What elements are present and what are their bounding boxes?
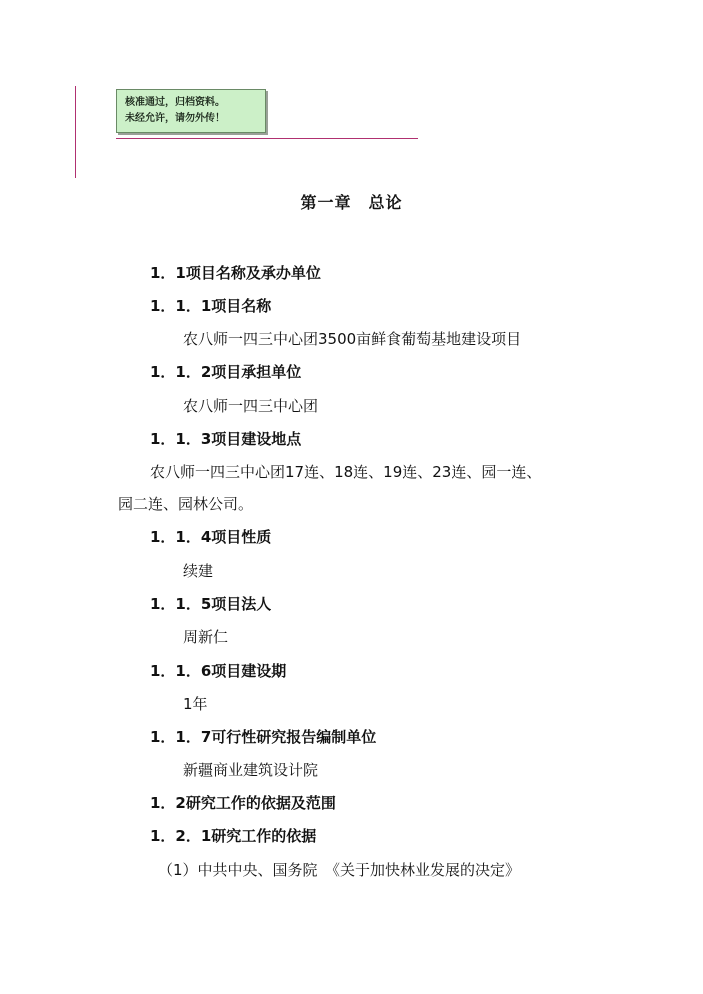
- body-construction-period: 1年: [183, 695, 208, 713]
- heading-1-1-3: 1．1．3项目建设地点: [150, 430, 302, 448]
- heading-1-1: 1．1项目名称及承办单位: [150, 264, 321, 282]
- body-report-unit: 新疆商业建筑设计院: [183, 761, 319, 779]
- heading-1-1-4: 1．1．4项目性质: [150, 528, 272, 546]
- stamp-line-1: 核准通过，归档资料。: [125, 97, 225, 108]
- heading-1-1-1: 1．1．1项目名称: [150, 297, 272, 315]
- heading-1-2: 1．2研究工作的依据及范围: [150, 794, 336, 812]
- body-location-line-2: 园二连、园林公司。: [118, 495, 254, 513]
- body-undertaking-unit: 农八师一四三中心团: [183, 397, 319, 415]
- heading-1-1-6: 1．1．6项目建设期: [150, 662, 287, 680]
- body-legal-person: 周新仁: [183, 628, 229, 646]
- body-project-name: 农八师一四三中心团3500亩鲜食葡萄基地建设项目: [183, 330, 522, 348]
- body-basis-item-1: （1）中共中央、国务院 《关于加快林业发展的决定》: [158, 861, 521, 879]
- margin-line: [75, 86, 76, 178]
- body-location-line-1: 农八师一四三中心团17连、18连、19连、23连、园一连、: [150, 463, 542, 481]
- stamp-line-2: 未经允许，请勿外传！: [125, 113, 225, 124]
- archive-stamp: [116, 89, 266, 133]
- heading-1-1-5: 1．1．5项目法人: [150, 595, 272, 613]
- header-rule: [116, 138, 418, 139]
- body-project-nature: 续建: [183, 562, 214, 580]
- heading-1-1-7: 1．1．7可行性研究报告编制单位: [150, 728, 377, 746]
- chapter-title: 第一章 总论: [300, 193, 403, 212]
- heading-1-2-1: 1．2．1研究工作的依据: [150, 827, 317, 845]
- heading-1-1-2: 1．1．2项目承担单位: [150, 363, 302, 381]
